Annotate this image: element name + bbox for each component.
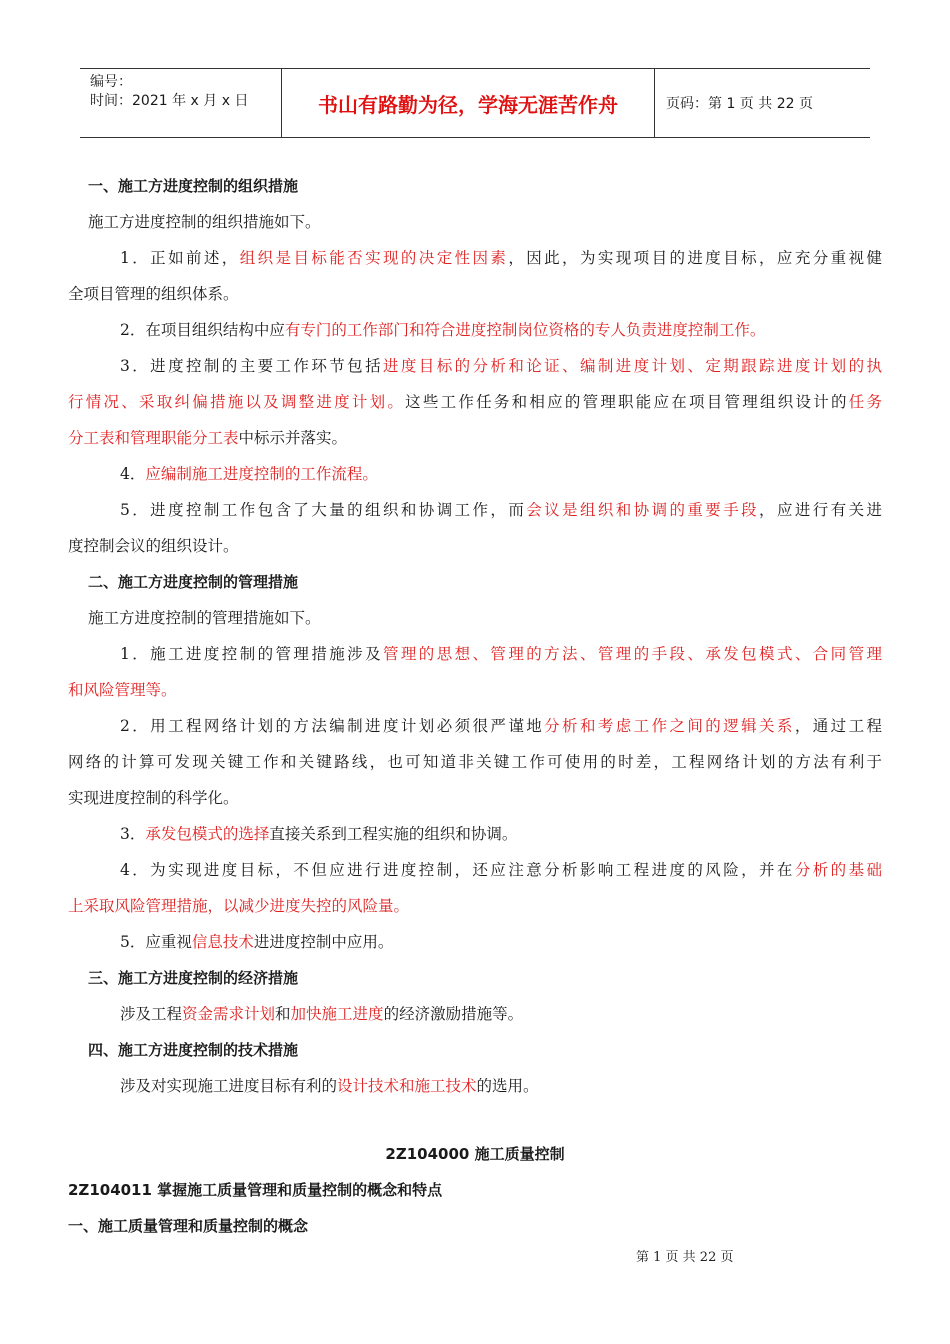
paragraph: 4．应编制施工进度控制的工作流程。 xyxy=(120,465,378,483)
paragraph: 涉及对实现施工进度目标有利的设计技术和施工技术的选用。 xyxy=(120,1077,539,1095)
section-title: 三、施工方进度控制的经济措施 xyxy=(88,969,299,987)
paragraph: 4．为实现进度目标，不但应进行进度控制，还应注意分析影响工程进度的风险，并在分析的基础 xyxy=(120,861,882,879)
time-label: 时间：2021 年 x 月 x 日 xyxy=(90,93,249,109)
paragraph: 涉及工程资金需求计划和加快施工进度的经济激励措施等。 xyxy=(120,1005,524,1023)
paragraph: 施工方进度控制的组织措施如下。 xyxy=(88,213,321,231)
section-title: 四、施工方进度控制的技术措施 xyxy=(88,1041,299,1059)
number-label: 编号： xyxy=(90,74,132,90)
paragraph: 3．承发包模式的选择直接关系到工程实施的组织和协调。 xyxy=(120,825,518,843)
paragraph: 5．应重视信息技术进进度控制中应用。 xyxy=(120,933,394,951)
paragraph: 3．进度控制的主要工作环节包括进度目标的分析和论证、编制进度计划、定期跟踪进度计划的执 xyxy=(120,357,882,375)
header-meta-cell xyxy=(80,69,282,137)
subsection-heading: 一、施工质量管理和质量控制的概念 xyxy=(68,1217,309,1235)
paragraph: 和风险管理等。 xyxy=(68,681,177,699)
paragraph: 行情况、采取纠偏措施以及调整进度计划。这些工作任务和相应的管理职能应在项目管理组织设计的任务 xyxy=(68,393,882,411)
header-motto: 书山有路勤为径，学海无涯苦作舟 xyxy=(282,69,655,137)
section-heading: 2Z104011 掌握施工质量管理和质量控制的概念和特点 xyxy=(68,1181,443,1199)
section-title: 一、施工方进度控制的组织措施 xyxy=(88,177,299,195)
paragraph: 1．施工进度控制的管理措施涉及管理的思想、管理的方法、管理的手段、承发包模式、合同管理 xyxy=(120,645,882,663)
paragraph: 施工方进度控制的管理措施如下。 xyxy=(88,609,321,627)
page-header xyxy=(80,68,870,138)
header-page-info: 页码：第 1 页 共 22 页 xyxy=(666,96,813,112)
paragraph: 分工表和管理职能分工表中标示并落实。 xyxy=(68,429,348,447)
chapter-title: 2Z104000 施工质量控制 xyxy=(385,1145,565,1163)
paragraph: 2．在项目组织结构中应有专门的工作部门和符合进度控制岗位资格的专人负责进度控制工作。 xyxy=(120,321,766,339)
paragraph: 全项目管理的组织体系。 xyxy=(68,285,239,303)
paragraph: 实现进度控制的科学化。 xyxy=(68,789,239,807)
paragraph: 1．正如前述，组织是目标能否实现的决定性因素，因此，为实现项目的进度目标，应充分重视健 xyxy=(120,249,882,267)
page-footer: 第 1 页 共 22 页 xyxy=(636,1250,734,1265)
spacer xyxy=(68,1104,882,1136)
paragraph: 上采取风险管理措施，以减少进度失控的风险量。 xyxy=(68,897,410,915)
paragraph: 2．用工程网络计划的方法编制进度计划必须很严谨地分析和考虑工作之间的逻辑关系，通过工程 xyxy=(120,717,882,735)
section-title: 二、施工方进度控制的管理措施 xyxy=(88,573,299,591)
paragraph: 网络的计算可发现关键工作和关键路线，也可知道非关键工作可使用的时差，工程网络计划的方法有利于 xyxy=(68,753,882,771)
paragraph: 度控制会议的组织设计。 xyxy=(68,537,239,555)
document-body xyxy=(68,168,882,1244)
paragraph: 5．进度控制工作包含了大量的组织和协调工作，而会议是组织和协调的重要手段，应进行有关进 xyxy=(120,501,882,519)
